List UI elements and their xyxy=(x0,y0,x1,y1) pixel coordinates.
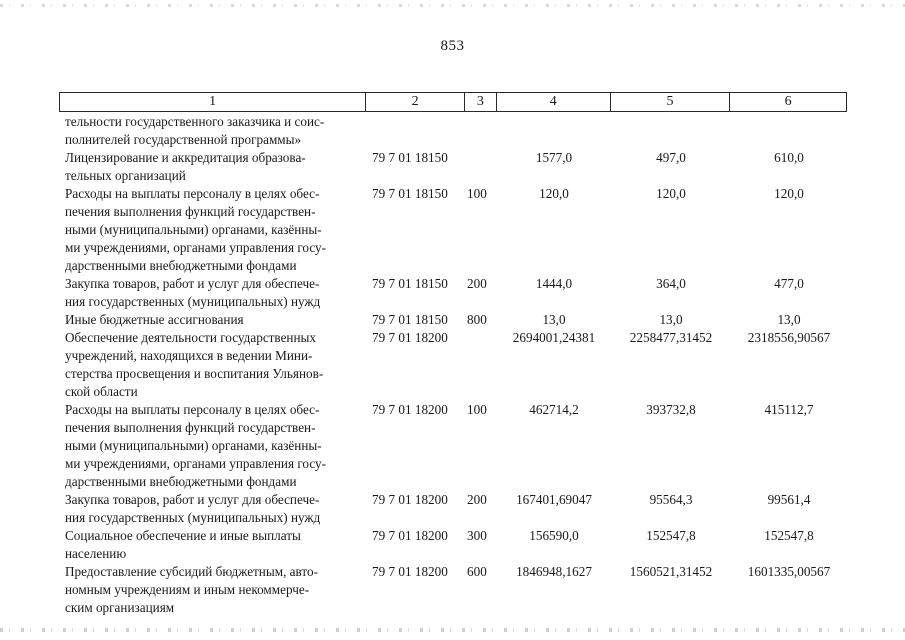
row-value-col5: 364,0 xyxy=(656,276,686,291)
row-name xyxy=(59,527,366,563)
row-value-col4: 156590,0 xyxy=(529,528,579,543)
table-row xyxy=(59,311,847,329)
row-value-col6: 477,0 xyxy=(774,276,804,291)
row-name-line: учреждений, находящихся в ведении Мини- xyxy=(65,348,313,363)
row-name-line: тельности государственного заказчика и соис- xyxy=(65,114,325,129)
row-name-line: ским организациям xyxy=(65,600,175,615)
row-name-line: Лицензирование и аккредитация образова- xyxy=(65,150,306,165)
row-value-col6: 415112,7 xyxy=(764,402,814,417)
column-header-5: 5 xyxy=(611,93,731,111)
row-expense-type: 200 xyxy=(467,276,487,291)
row-target-code: 79 7 01 18200 xyxy=(372,402,448,417)
row-name-line: ской области xyxy=(65,384,138,399)
row-target-code: 79 7 01 18200 xyxy=(372,492,448,507)
row-value-col4: 120,0 xyxy=(539,186,569,201)
row-name xyxy=(59,311,366,329)
row-value-col6: 610,0 xyxy=(774,150,804,165)
row-name xyxy=(59,329,366,401)
row-name-line: полнителей государственной программы» xyxy=(65,132,302,147)
row-name-line: номным учреждениям и иным некоммерче- xyxy=(65,582,310,597)
scan-edge-top xyxy=(0,4,905,7)
scan-edge-bottom xyxy=(0,628,905,632)
row-value-col4: 462714,2 xyxy=(529,402,579,417)
row-name-line: дарственными внебюджетными фондами xyxy=(65,474,297,489)
row-target-code: 79 7 01 18200 xyxy=(372,564,448,579)
row-target-code: 79 7 01 18150 xyxy=(372,186,448,201)
column-header-6: 6 xyxy=(784,94,792,109)
row-value-col6: 152547,8 xyxy=(764,528,814,543)
row-expense-type: 800 xyxy=(467,312,487,327)
row-name xyxy=(59,185,366,275)
column-header-1: 1 xyxy=(60,93,366,111)
row-name-line: Социальное обеспечение и иные выплаты xyxy=(65,528,301,543)
table-row xyxy=(59,563,847,617)
table-row xyxy=(59,113,847,149)
row-name-line: дарственными внебюджетными фондами xyxy=(65,258,297,273)
row-value-col6: 99561,4 xyxy=(767,492,811,507)
table-row xyxy=(59,329,847,401)
row-name-line: стерства просвещения и воспитания Ульянов- xyxy=(65,366,324,381)
row-name-line: Обеспечение деятельности государственных xyxy=(65,330,317,345)
row-name xyxy=(59,491,366,527)
row-name-line: ными (муниципальными) органами, казённы- xyxy=(65,438,322,453)
page-number: 853 xyxy=(440,38,465,54)
row-value-col5: 13,0 xyxy=(659,312,683,327)
row-expense-type: 300 xyxy=(467,528,487,543)
row-value-col4: 1577,0 xyxy=(535,150,573,165)
row-name-line: ными (муниципальными) органами, казённы- xyxy=(65,222,322,237)
row-name-line: Расходы на выплаты персоналу в целях обес- xyxy=(65,186,320,201)
row-name-line: Закупка товаров, работ и услуг для обеспече- xyxy=(65,492,320,507)
row-name-line: Закупка товаров, работ и услуг для обеспече- xyxy=(65,276,320,291)
column-header-row xyxy=(59,92,847,112)
row-name xyxy=(59,401,366,491)
column-header-4: 4 xyxy=(497,93,611,111)
row-value-col5: 95564,3 xyxy=(649,492,693,507)
row-name-line: ния государственных (муниципальных) нужд xyxy=(65,510,321,525)
row-name-line: ми учреждениями, органами управления госу- xyxy=(65,456,327,471)
row-value-col4: 1846948,1627 xyxy=(516,564,592,579)
row-target-code: 79 7 01 18150 xyxy=(372,276,448,291)
row-value-col4: 13,0 xyxy=(542,312,566,327)
row-value-col6: 2318556,90567 xyxy=(747,330,831,345)
row-name-line: Иные бюджетные ассигнования xyxy=(65,312,244,327)
row-name-line: ния государственных (муниципальных) нужд xyxy=(65,294,321,309)
row-value-col5: 497,0 xyxy=(656,150,686,165)
row-target-code: 79 7 01 18150 xyxy=(372,312,448,327)
row-name xyxy=(59,275,366,311)
row-name-line: печения выполнения функций государствен- xyxy=(65,420,316,435)
table-row xyxy=(59,491,847,527)
row-name-line: тельных организаций xyxy=(65,168,186,183)
row-target-code: 79 7 01 18200 xyxy=(372,528,448,543)
row-value-col6: 13,0 xyxy=(777,312,801,327)
row-value-col5: 152547,8 xyxy=(646,528,696,543)
row-value-col5: 393732,8 xyxy=(646,402,696,417)
table-row xyxy=(59,185,847,275)
row-name-line: Расходы на выплаты персоналу в целях обес- xyxy=(65,402,320,417)
column-header-2: 2 xyxy=(366,93,465,111)
row-value-col5: 1560521,31452 xyxy=(629,564,713,579)
row-value-col5: 2258477,31452 xyxy=(629,330,713,345)
row-name xyxy=(59,149,366,185)
budget-table-body xyxy=(59,113,847,617)
row-expense-type: 600 xyxy=(467,564,487,579)
row-name-line: ми учреждениями, органами управления госу- xyxy=(65,240,327,255)
row-target-code: 79 7 01 18200 xyxy=(372,330,448,345)
row-name-line: Предоставление субсидий бюджетным, авто- xyxy=(65,564,318,579)
row-name xyxy=(59,563,366,617)
row-name xyxy=(59,113,366,149)
row-value-col5: 120,0 xyxy=(656,186,686,201)
row-value-col4: 1444,0 xyxy=(535,276,573,291)
row-name-line: населению xyxy=(65,546,127,561)
row-expense-type: 100 xyxy=(467,186,487,201)
table-row xyxy=(59,275,847,311)
row-target-code: 79 7 01 18150 xyxy=(372,150,448,165)
row-value-col6: 1601335,00567 xyxy=(747,564,831,579)
row-expense-type: 100 xyxy=(467,402,487,417)
table-row xyxy=(59,401,847,491)
row-value-col6: 120,0 xyxy=(774,186,804,201)
column-header-3: 3 xyxy=(465,93,497,111)
table-row xyxy=(59,527,847,563)
table-row xyxy=(59,149,847,185)
row-value-col4: 167401,69047 xyxy=(516,492,592,507)
row-expense-type: 200 xyxy=(467,492,487,507)
row-name-line: печения выполнения функций государствен- xyxy=(65,204,316,219)
row-value-col4: 2694001,24381 xyxy=(512,330,596,345)
